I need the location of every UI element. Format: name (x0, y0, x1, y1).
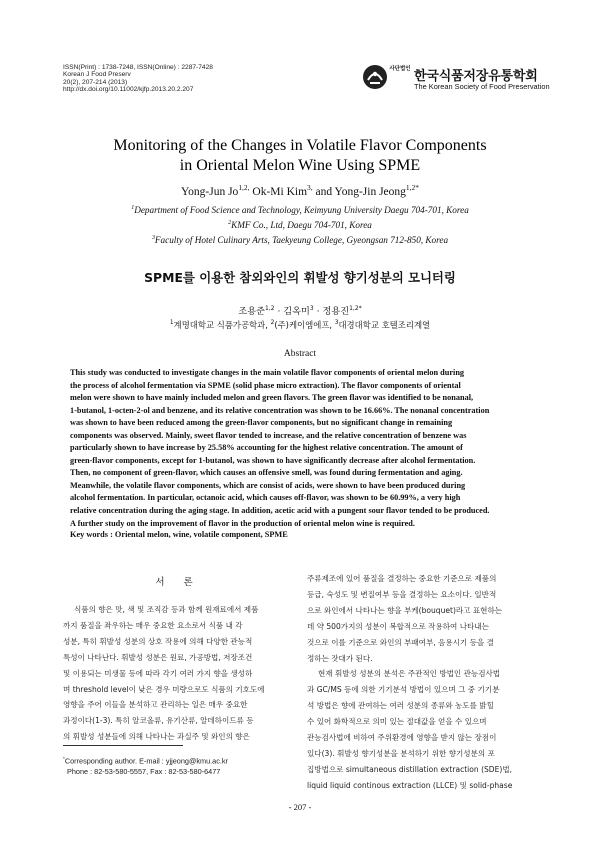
abstract-line: components was observed. Mainly, sweet flavor tended to increase, and the relative concentration of benzene was (70, 430, 467, 440)
body-line: 성분, 특히 휘발성 성분의 상호 작용에 의해 다양한 관능적 (63, 636, 253, 646)
abstract-line: green-flavor components, except for 1-butanol, was shown to have significantly decrease after alcohol fermentation. (70, 455, 476, 465)
affiliation-en-1: $^1$Department of Food Science and Technology, Keimyung University Daegu 704-701, Korea (131, 205, 469, 216)
body-line: 집방법으로 simultaneous distillation extraction (SDE)법, (307, 764, 513, 774)
abstract-line: relative concentration during the aging stage. In addition, acetic acid with a pungent sour flavor tended to be produced. (70, 506, 490, 516)
authors-en-text: Yong-Jun $Jo^{1,2,}$ Ok-Mi Kim$^{3,}$ and Yong-Jin Jeong$^{1,2*}$ (181, 183, 419, 198)
authors-kr: 조용준$^{1,2}$ · 김옥미$^3$ · 정용진$^{1,2*}$ (238, 304, 362, 317)
intro-right-column (307, 571, 540, 794)
society-tag: 사단법인 (389, 66, 411, 72)
abstract-line: the process of alcohol fermentation via SPME (solid phase micro extraction). The flavor components of oriental (70, 380, 461, 390)
abstract-line: melon were shown to have mainly included melon and green flavors. The green flavor was identified to be nonanal, (70, 393, 474, 403)
body-line: 석 방법은 향에 관여하는 여러 성분의 종류와 농도를 밝힐 (307, 701, 494, 711)
journal-abbrev: Korean J Food Preserv (63, 71, 131, 79)
page-number: - 207 - (288, 802, 312, 812)
volume-pages: 20(2), 207-214 (2013) (63, 78, 128, 86)
doi-link[interactable]: http://dx.doi.org/10.11002/kjfp.2013.20.2.207 (63, 86, 194, 94)
abstract-body (70, 367, 532, 530)
body-line: 및 이용되는 미생물 등에 따라 각기 여러 가지 향을 생성하 (63, 668, 253, 678)
abstract-line: This study was conducted to investigate changes in the main volatile flavor components of oriental melon during (70, 368, 465, 377)
issn-line: ISSN(Print) : 1738-7248, ISSN(Online) : 2287-7428 (63, 64, 213, 71)
body-line: 으로 와인에서 나타나는 향을 부케(bouquet)라고 표현하는 (307, 605, 503, 615)
body-line: 정하는 잣대가 된다. (307, 653, 373, 663)
body-line: 며 threshold level이 낮은 경우 미량으로도 식품의 기호도에 (63, 684, 265, 694)
contact-phone-fax: Phone : 82-53-580-5557, Fax : 82-53-580-6477 (67, 767, 221, 777)
body-line: 있다(3). 휘발성 향기성분을 분석하기 위한 향기성분의 포 (307, 748, 495, 758)
body-line: 관능검사법에 비하여 주위환경에 영향을 받지 않는 장점이 (307, 733, 497, 743)
keywords: Key words : Oriental melon, wine, volatile component, SPME (70, 530, 288, 539)
body-line: 영향을 주어 이들을 분석하고 관리하는 일은 매우 중요한 (63, 700, 248, 710)
affiliation-en-3: $^3$Faculty of Hotel Culinary Arts, Taekyeung College, Gyeongsan 712-850, Korea (151, 235, 449, 246)
corresponding-author: *Corresponding author. E-mail : yjjeong@kmu.ac.kr (63, 756, 228, 766)
footnote-divider (63, 745, 183, 746)
paper-title-kr: SPME를 이용한 참외와인의 휘발성 향기성분의 모니터링 (144, 270, 456, 285)
affiliations-kr: $^1$계명대학교 식품가공학과, $^2$(주)케이엠에프, $^3$대경대학교 호텔조리계열 (169, 320, 431, 330)
society-header (362, 64, 562, 94)
title-line-2: in Oriental Melon Wine Using SPME (179, 157, 421, 174)
footnote (63, 754, 228, 777)
abstract-line: particularly shown to have increase by 25.58% accounting for the highest relative concentration. The amount of (70, 443, 463, 453)
body-line: 수 있어 화학적으로 의미 있는 절대값을 얻을 수 있으며 (307, 717, 487, 727)
body-line: 특성이 나타난다. 휘발성 성분은 원료, 가공방법, 저장조건 (63, 652, 253, 662)
body-line: liquid liquid continous extraction (LLCE) 및 solid-phase (307, 780, 513, 790)
abstract-line: Then, no component of green-flavor, which causes an offensive smell, was found during fermentation and aging. (70, 468, 463, 478)
intro-left-column (63, 602, 296, 745)
abstract-line: Meanwhile, the volatile flavor components, which are consist of acids, were shown to have been produced during (70, 480, 466, 490)
journal-info (63, 64, 213, 94)
body-line: 과 GC/MS 등에 의한 기기분석 방법이 있으며 그 중 기기분 (307, 685, 500, 695)
body-line: 현재 휘발성 성분의 분석은 주관적인 방법인 관능검사법 (318, 669, 501, 679)
body-line: 식품의 향은 맛, 색 및 조직감 등과 함께 원재료에서 제품 (74, 605, 259, 614)
body-line: 과정이다(1-3). 특히 알코올류, 유기산류, 알데하이드류 등 (63, 716, 254, 726)
body-line: 의 휘발성 성분들에 의해 나타나는 과실주 및 와인의 향은 (63, 732, 250, 742)
society-name-kr: 한국식품저장유통학회 (414, 69, 538, 84)
abstract-line: 1-butanol, 1-octen-2-ol and benzene, and its relative concentration was shown to be 16.66%. The nonanal concentration (70, 405, 490, 415)
title-line-1: Monitoring of the Changes in Volatile Flavor Components (113, 137, 487, 154)
body-line: 까지 품질을 좌우하는 매우 중요한 요소로서 식품 내 각 (63, 620, 243, 630)
society-name-en: The Korean Society of Food Preservation (414, 82, 550, 91)
body-line: 것으로 이를 기준으로 와인의 부패여부, 음용시기 등을 결 (307, 637, 494, 647)
affiliations-en (0, 202, 600, 247)
body-line: 주류제조에 있어 품질을 결정하는 중요한 기준으로 제품의 (307, 574, 497, 583)
body-line: 데 약 500가지의 성분이 복합적으로 작용하여 나타내는 (307, 621, 489, 631)
society-logo-icon (362, 64, 388, 90)
abstract-line: was shown to have been reduced among the green-flavor components, but no significant change in remaining (70, 418, 453, 428)
abstract-line: alcohol fermentation. In particular, octanoic acid, which causes off-flavor, was shown to be 60.99%, a very high (70, 493, 461, 503)
section-title-introduction: 서 론 (155, 577, 201, 588)
abstract-heading: Abstract (283, 349, 317, 359)
affiliation-en-2: $^2$KMF Co., Ltd, Daegu 704-701, Korea (228, 220, 372, 231)
paper-title-en (0, 136, 600, 176)
body-line: 등급, 숙성도 및 변질여부 등을 결정하는 요소이다. 일반적 (307, 589, 497, 599)
abstract-line: A further study on the improvement of flavor in the production of oriental melon wine is required. (70, 518, 415, 528)
authors-en (0, 183, 600, 198)
